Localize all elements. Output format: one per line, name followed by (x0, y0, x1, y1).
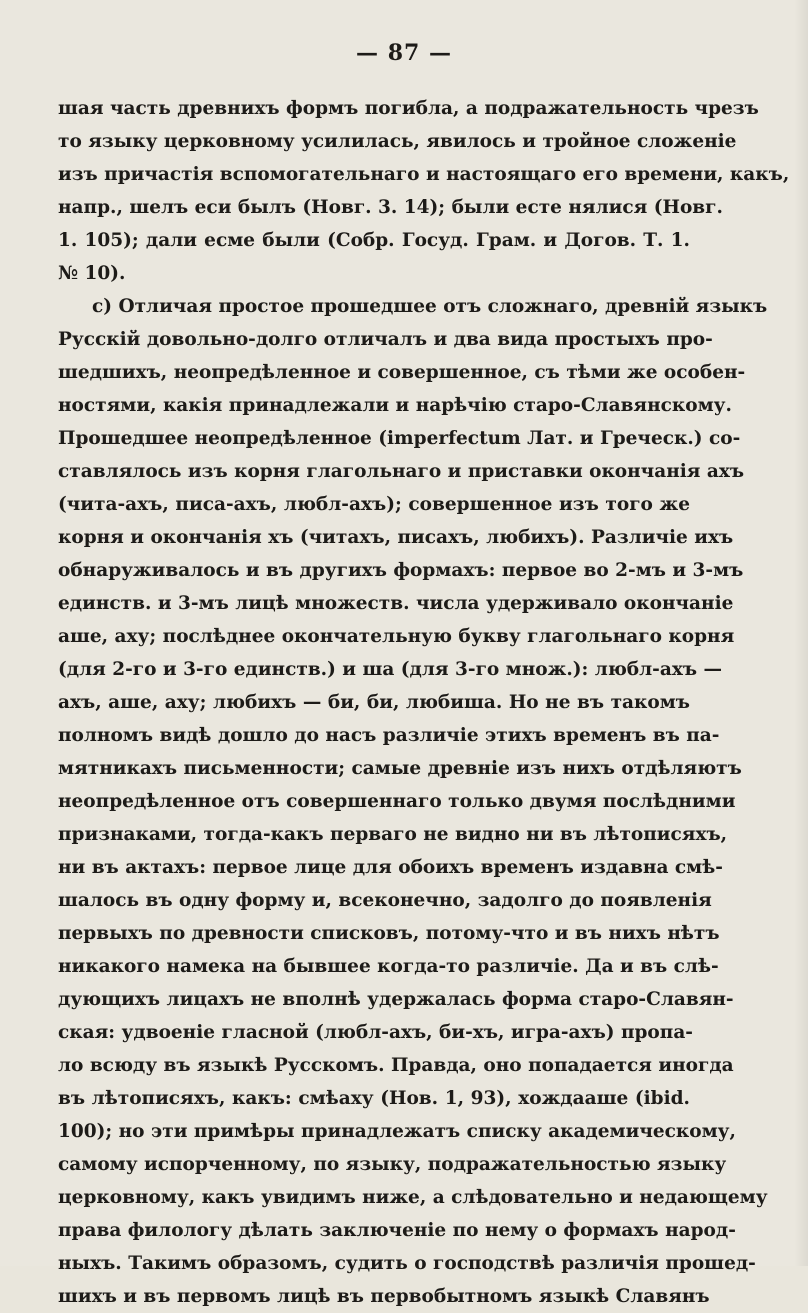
body-text (58, 92, 790, 1313)
text-line: ныхъ. Такимъ образомъ, судить о господствѣ различiя прошед- (58, 1253, 756, 1274)
text-line: ни въ актахъ: первое лице для обоихъ временъ издавна смѣ- (58, 857, 723, 878)
text-line: то языку церковному усилилась, явилось и тройное сложенiе (58, 131, 737, 152)
text-line: первыхъ по древности списковъ, потому-что и въ нихъ нѣтъ (58, 923, 720, 944)
text-line: ская: удвоенiе гласной (любл-ахъ, би-хъ, игра-ахъ) пропа- (58, 1022, 693, 1043)
text-line: признаками, тогда-какъ перваго не видно ни въ лѣтописяхъ, (58, 824, 728, 845)
text-line: изъ причастiя вспомогательнаго и настоящаго его времени, какъ, (58, 164, 790, 185)
text-line: шая часть древнихъ формъ погибла, а подражательность чрезъ (58, 98, 759, 119)
text-line: (для 2-го и 3-го единств.) и ша (для 3-го множ.): любл-ахъ — (58, 659, 723, 680)
text-line: ахъ, аше, аху; любихъ — би, би, любиша. Но не въ такомъ (58, 692, 690, 713)
text-line: (чита-ахъ, писа-ахъ, любл-ахъ); совершенное изъ того же (58, 494, 690, 515)
text-line: шихъ и въ первомъ лицѣ въ первобытномъ языкѣ Славянъ (58, 1286, 710, 1307)
text-line: корня и окончанiя хъ (читахъ, писахъ, любихъ). Различiе ихъ (58, 527, 734, 548)
text-line: 100); но эти примѣры принадлежатъ списку академическому, (58, 1121, 736, 1142)
text-line: единств. и 3-мъ лицѣ множеств. числа удерживало окончанiе (58, 593, 734, 614)
text-line: неопредѣленное отъ совершеннаго только двумя послѣдними (58, 791, 736, 812)
text-line: полномъ видѣ дошло до насъ различiе этихъ временъ въ па- (58, 725, 720, 746)
text-line: Русскiй довольно-долго отличалъ и два вида простыхъ про- (58, 329, 713, 350)
text-line: права филологу дѣлать заключенiе по нему о формахъ народ- (58, 1220, 736, 1241)
text-line: № 10). (58, 263, 126, 284)
text-line: c) Отличая простое прошедшее отъ сложнаго, древнiй языкъ (92, 296, 768, 317)
text-line: ставлялось изъ корня глагольнаго и приставки окончанiя ахъ (58, 461, 745, 482)
text-line: шалось въ одну форму и, всеконечно, задолго до появленiя (58, 890, 712, 911)
text-line: шедшихъ, неопредѣленное и совершенное, съ тѣми же особен- (58, 362, 746, 383)
text-line: Прошедшее неопредѣленное (imperfectum Лат. и Греческ.) со- (58, 428, 741, 449)
text-line: дующихъ лицахъ не вполнѣ удержалась форма старо-Славян- (58, 989, 734, 1010)
text-line: ностями, какiя принадлежали и нарѣчiю старо-Славянскому. (58, 395, 732, 416)
text-line: аше, аху; послѣднее окончательную букву глагольнаго корня (58, 626, 735, 647)
page-edge-shadow (794, 0, 808, 1266)
text-line: никакого намека на бывшее когда-то различiе. Да и въ слѣ- (58, 956, 719, 977)
text-line: церковному, какъ увидимъ ниже, а слѣдовательно и недающему (58, 1187, 768, 1208)
text-line: въ лѣтописяхъ, какъ: смѣаху (Нов. 1, 93), хождааше (ibid. (58, 1088, 690, 1109)
text-line: ло всюду въ языкѣ Русскомъ. Правда, оно попадается иногда (58, 1055, 734, 1076)
text-line: самому испорченному, по языку, подражательностью языку (58, 1154, 727, 1175)
text-line: мятникахъ письменности; самые древнiе изъ нихъ отдѣляютъ (58, 758, 742, 779)
text-line: 1. 105); дали есме были (Собр. Госуд. Грам. и Догов. Т. 1. (58, 230, 690, 251)
text-line: напр., шелъ еси былъ (Новг. 3. 14); были есте нялися (Новг. (58, 197, 723, 218)
page-number: — 87 — (356, 40, 452, 66)
text-line: обнаруживалось и въ другихъ формахъ: первое во 2-мъ и 3-мъ (58, 560, 744, 581)
